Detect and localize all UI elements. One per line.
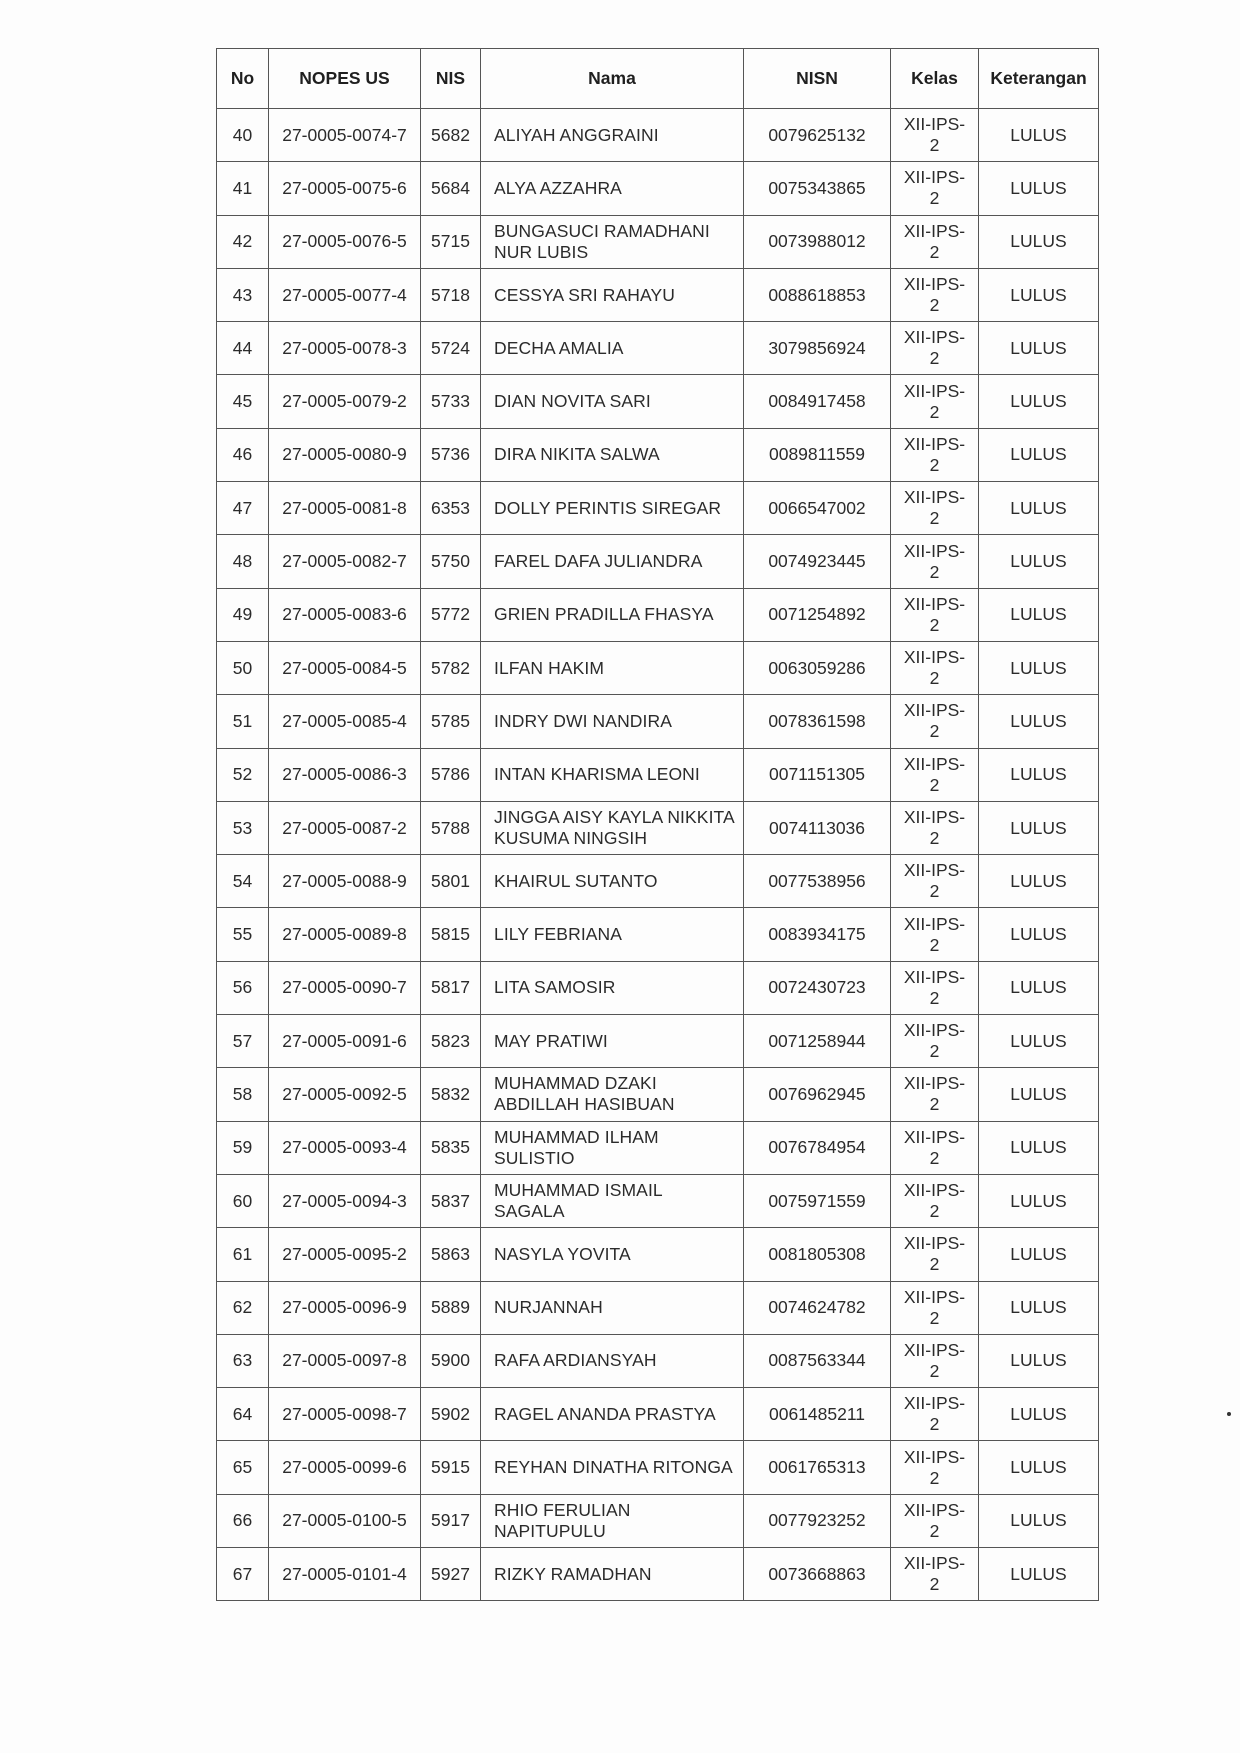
- header-keterangan: Keterangan: [979, 49, 1099, 109]
- cell-nama: RIZKY RAMADHAN: [481, 1548, 744, 1601]
- cell-nopes: 27-0005-0100-5: [269, 1494, 421, 1547]
- kelas-line-2: 2: [929, 1147, 940, 1168]
- cell-keterangan: LULUS: [979, 428, 1099, 481]
- kelas-line-1: XII-IPS-: [903, 593, 966, 614]
- cell-nis: 5772: [421, 588, 481, 641]
- cell-nis: 5837: [421, 1174, 481, 1227]
- header-no: No: [217, 49, 269, 109]
- cell-nisn: 0075971559: [744, 1174, 891, 1227]
- cell-kelas: [891, 322, 979, 375]
- cell-nopes: 27-0005-0078-3: [269, 322, 421, 375]
- kelas-line-1: XII-IPS-: [903, 1020, 966, 1041]
- table-row: [217, 482, 1099, 535]
- graduation-table: [216, 48, 1099, 1601]
- cell-nisn: 0077923252: [744, 1494, 891, 1547]
- table-row: [217, 1281, 1099, 1334]
- cell-nama: CESSYA SRI RAHAYU: [481, 268, 744, 321]
- cell-no: 46: [217, 428, 269, 481]
- table-row: [217, 162, 1099, 215]
- cell-keterangan: LULUS: [979, 641, 1099, 694]
- cell-nama: ILFAN HAKIM: [481, 641, 744, 694]
- cell-no: 48: [217, 535, 269, 588]
- cell-nisn: 0079625132: [744, 109, 891, 162]
- kelas-line-2: 2: [929, 1094, 940, 1115]
- cell-nopes: 27-0005-0097-8: [269, 1334, 421, 1387]
- cell-nisn: 0063059286: [744, 641, 891, 694]
- cell-nis: 5736: [421, 428, 481, 481]
- cell-nama: JINGGA AISY KAYLA NIKKITA KUSUMA NINGSIH: [481, 801, 744, 854]
- kelas-line-2: 2: [929, 135, 940, 156]
- cell-no: 65: [217, 1441, 269, 1494]
- cell-nisn: 0081805308: [744, 1228, 891, 1281]
- cell-no: 53: [217, 801, 269, 854]
- cell-kelas: [891, 268, 979, 321]
- kelas-line-1: XII-IPS-: [903, 647, 966, 668]
- cell-no: 63: [217, 1334, 269, 1387]
- cell-keterangan: LULUS: [979, 1334, 1099, 1387]
- cell-nama: RHIO FERULIAN NAPITUPULU: [481, 1494, 744, 1547]
- table-row: [217, 375, 1099, 428]
- table-row: [217, 641, 1099, 694]
- cell-kelas: [891, 588, 979, 641]
- cell-nama: INTAN KHARISMA LEONI: [481, 748, 744, 801]
- kelas-line-1: XII-IPS-: [903, 1073, 966, 1094]
- table-row: [217, 961, 1099, 1014]
- cell-no: 59: [217, 1121, 269, 1174]
- header-kelas: Kelas: [891, 49, 979, 109]
- cell-nama: ALYA AZZAHRA: [481, 162, 744, 215]
- cell-nisn: 0066547002: [744, 482, 891, 535]
- cell-nama: ALIYAH ANGGRAINI: [481, 109, 744, 162]
- cell-nama: REYHAN DINATHA RITONGA: [481, 1441, 744, 1494]
- table-header-row: [217, 49, 1099, 109]
- cell-no: 57: [217, 1015, 269, 1068]
- cell-nopes: 27-0005-0079-2: [269, 375, 421, 428]
- cell-nis: 5863: [421, 1228, 481, 1281]
- kelas-line-2: 2: [929, 241, 940, 262]
- kelas-line-1: XII-IPS-: [903, 433, 966, 454]
- cell-nis: 5750: [421, 535, 481, 588]
- cell-kelas: [891, 1334, 979, 1387]
- cell-keterangan: LULUS: [979, 109, 1099, 162]
- cell-keterangan: LULUS: [979, 1494, 1099, 1547]
- kelas-line-1: XII-IPS-: [903, 966, 966, 987]
- cell-nis: 5835: [421, 1121, 481, 1174]
- cell-nis: 6353: [421, 482, 481, 535]
- cell-nopes: 27-0005-0075-6: [269, 162, 421, 215]
- cell-kelas: [891, 109, 979, 162]
- cell-nis: 5715: [421, 215, 481, 268]
- cell-nama: BUNGASUCI RAMADHANI NUR LUBIS: [481, 215, 744, 268]
- kelas-line-2: 2: [929, 1307, 940, 1328]
- cell-nama: LILY FEBRIANA: [481, 908, 744, 961]
- kelas-line-2: 2: [929, 1041, 940, 1062]
- cell-kelas: [891, 1494, 979, 1547]
- cell-no: 55: [217, 908, 269, 961]
- cell-nopes: 27-0005-0099-6: [269, 1441, 421, 1494]
- cell-nopes: 27-0005-0077-4: [269, 268, 421, 321]
- cell-nisn: 0074113036: [744, 801, 891, 854]
- cell-keterangan: LULUS: [979, 375, 1099, 428]
- cell-kelas: [891, 375, 979, 428]
- cell-no: 51: [217, 695, 269, 748]
- cell-no: 67: [217, 1548, 269, 1601]
- cell-keterangan: LULUS: [979, 1281, 1099, 1334]
- kelas-line-1: XII-IPS-: [903, 1286, 966, 1307]
- cell-nopes: 27-0005-0086-3: [269, 748, 421, 801]
- cell-nis: 5733: [421, 375, 481, 428]
- cell-keterangan: LULUS: [979, 1068, 1099, 1121]
- cell-nopes: 27-0005-0098-7: [269, 1388, 421, 1441]
- kelas-line-2: 2: [929, 614, 940, 635]
- kelas-line-1: XII-IPS-: [903, 114, 966, 135]
- cell-kelas: [891, 1281, 979, 1334]
- cell-kelas: [891, 1388, 979, 1441]
- table-row: [217, 1068, 1099, 1121]
- cell-nopes: 27-0005-0093-4: [269, 1121, 421, 1174]
- cell-kelas: [891, 428, 979, 481]
- cell-nama: FAREL DAFA JULIANDRA: [481, 535, 744, 588]
- cell-nisn: 0077538956: [744, 855, 891, 908]
- cell-nisn: 0088618853: [744, 268, 891, 321]
- cell-nopes: 27-0005-0095-2: [269, 1228, 421, 1281]
- cell-keterangan: LULUS: [979, 855, 1099, 908]
- cell-kelas: [891, 855, 979, 908]
- kelas-line-2: 2: [929, 348, 940, 369]
- cell-kelas: [891, 162, 979, 215]
- cell-nis: 5832: [421, 1068, 481, 1121]
- cell-no: 56: [217, 961, 269, 1014]
- cell-kelas: [891, 801, 979, 854]
- cell-nis: 5786: [421, 748, 481, 801]
- cell-nama: NASYLA YOVITA: [481, 1228, 744, 1281]
- cell-nama: MAY PRATIWI: [481, 1015, 744, 1068]
- kelas-line-2: 2: [929, 774, 940, 795]
- cell-nis: 5684: [421, 162, 481, 215]
- cell-nama: DIAN NOVITA SARI: [481, 375, 744, 428]
- cell-nisn: 0072430723: [744, 961, 891, 1014]
- table-row: [217, 801, 1099, 854]
- cell-keterangan: LULUS: [979, 908, 1099, 961]
- table-row: [217, 588, 1099, 641]
- kelas-line-1: XII-IPS-: [903, 487, 966, 508]
- cell-nopes: 27-0005-0088-9: [269, 855, 421, 908]
- cell-nisn: 0076962945: [744, 1068, 891, 1121]
- kelas-line-2: 2: [929, 987, 940, 1008]
- cell-nisn: 0075343865: [744, 162, 891, 215]
- cell-nama: LITA SAMOSIR: [481, 961, 744, 1014]
- cell-nopes: 27-0005-0089-8: [269, 908, 421, 961]
- cell-kelas: [891, 482, 979, 535]
- kelas-line-1: XII-IPS-: [903, 1233, 966, 1254]
- kelas-line-2: 2: [929, 1254, 940, 1275]
- kelas-line-1: XII-IPS-: [903, 540, 966, 561]
- cell-nopes: 27-0005-0091-6: [269, 1015, 421, 1068]
- cell-nopes: 27-0005-0087-2: [269, 801, 421, 854]
- kelas-line-1: XII-IPS-: [903, 1126, 966, 1147]
- cell-nisn: 3079856924: [744, 322, 891, 375]
- header-nopes: NOPES US: [269, 49, 421, 109]
- kelas-line-2: 2: [929, 934, 940, 955]
- cell-nopes: 27-0005-0101-4: [269, 1548, 421, 1601]
- cell-nis: 5815: [421, 908, 481, 961]
- cell-no: 42: [217, 215, 269, 268]
- kelas-line-2: 2: [929, 454, 940, 475]
- cell-nisn: 0087563344: [744, 1334, 891, 1387]
- kelas-line-1: XII-IPS-: [903, 220, 966, 241]
- kelas-line-2: 2: [929, 668, 940, 689]
- cell-nis: 5785: [421, 695, 481, 748]
- cell-keterangan: LULUS: [979, 1174, 1099, 1227]
- cell-nama: MUHAMMAD ISMAIL SAGALA: [481, 1174, 744, 1227]
- cell-nopes: 27-0005-0096-9: [269, 1281, 421, 1334]
- cell-nopes: 27-0005-0081-8: [269, 482, 421, 535]
- cell-kelas: [891, 961, 979, 1014]
- header-nisn: NISN: [744, 49, 891, 109]
- cell-nopes: 27-0005-0094-3: [269, 1174, 421, 1227]
- kelas-line-1: XII-IPS-: [903, 700, 966, 721]
- cell-no: 61: [217, 1228, 269, 1281]
- cell-no: 66: [217, 1494, 269, 1547]
- cell-kelas: [891, 1228, 979, 1281]
- kelas-line-2: 2: [929, 721, 940, 742]
- kelas-line-1: XII-IPS-: [903, 380, 966, 401]
- cell-no: 43: [217, 268, 269, 321]
- cell-keterangan: LULUS: [979, 215, 1099, 268]
- cell-keterangan: LULUS: [979, 588, 1099, 641]
- kelas-line-1: XII-IPS-: [903, 1446, 966, 1467]
- cell-kelas: [891, 748, 979, 801]
- cell-nama: NURJANNAH: [481, 1281, 744, 1334]
- kelas-line-1: XII-IPS-: [903, 860, 966, 881]
- cell-nis: 5927: [421, 1548, 481, 1601]
- cell-nisn: 0061765313: [744, 1441, 891, 1494]
- scan-speck: [1227, 1412, 1231, 1416]
- cell-no: 52: [217, 748, 269, 801]
- kelas-line-1: XII-IPS-: [903, 1499, 966, 1520]
- cell-nopes: 27-0005-0080-9: [269, 428, 421, 481]
- cell-no: 44: [217, 322, 269, 375]
- kelas-line-2: 2: [929, 1414, 940, 1435]
- cell-nis: 5902: [421, 1388, 481, 1441]
- cell-nis: 5724: [421, 322, 481, 375]
- cell-nis: 5900: [421, 1334, 481, 1387]
- cell-no: 45: [217, 375, 269, 428]
- table-row: [217, 1334, 1099, 1387]
- kelas-line-2: 2: [929, 1467, 940, 1488]
- kelas-line-1: XII-IPS-: [903, 327, 966, 348]
- cell-nisn: 0061485211: [744, 1388, 891, 1441]
- kelas-line-2: 2: [929, 1574, 940, 1595]
- cell-nama: MUHAMMAD DZAKI ABDILLAH HASIBUAN: [481, 1068, 744, 1121]
- table-row: [217, 428, 1099, 481]
- kelas-line-2: 2: [929, 295, 940, 316]
- kelas-line-2: 2: [929, 828, 940, 848]
- cell-nisn: 0076784954: [744, 1121, 891, 1174]
- cell-nama: INDRY DWI NANDIRA: [481, 695, 744, 748]
- table-row: [217, 855, 1099, 908]
- cell-nisn: 0071151305: [744, 748, 891, 801]
- header-nis: NIS: [421, 49, 481, 109]
- cell-kelas: [891, 1174, 979, 1227]
- cell-nis: 5682: [421, 109, 481, 162]
- cell-nis: 5917: [421, 1494, 481, 1547]
- table-row: [217, 1015, 1099, 1068]
- kelas-line-2: 2: [929, 401, 940, 422]
- cell-keterangan: LULUS: [979, 322, 1099, 375]
- cell-nopes: 27-0005-0084-5: [269, 641, 421, 694]
- table-row: [217, 1388, 1099, 1441]
- kelas-line-2: 2: [929, 561, 940, 582]
- cell-no: 64: [217, 1388, 269, 1441]
- table-row: [217, 1228, 1099, 1281]
- cell-keterangan: LULUS: [979, 1388, 1099, 1441]
- cell-keterangan: LULUS: [979, 1548, 1099, 1601]
- cell-nama: RAFA ARDIANSYAH: [481, 1334, 744, 1387]
- table-row: [217, 215, 1099, 268]
- cell-kelas: [891, 1548, 979, 1601]
- kelas-line-2: 2: [929, 1520, 940, 1541]
- cell-keterangan: LULUS: [979, 268, 1099, 321]
- kelas-line-2: 2: [929, 508, 940, 529]
- cell-no: 60: [217, 1174, 269, 1227]
- kelas-line-1: XII-IPS-: [903, 1393, 966, 1414]
- table-row: [217, 1174, 1099, 1227]
- table-row: [217, 1121, 1099, 1174]
- cell-no: 47: [217, 482, 269, 535]
- cell-nisn: 0084917458: [744, 375, 891, 428]
- kelas-line-1: XII-IPS-: [903, 913, 966, 934]
- kelas-line-1: XII-IPS-: [903, 1339, 966, 1360]
- cell-keterangan: LULUS: [979, 695, 1099, 748]
- cell-nama: RAGEL ANANDA PRASTYA: [481, 1388, 744, 1441]
- table-row: [217, 1494, 1099, 1547]
- kelas-line-2: 2: [929, 881, 940, 902]
- cell-nama: KHAIRUL SUTANTO: [481, 855, 744, 908]
- cell-nama: DECHA AMALIA: [481, 322, 744, 375]
- cell-nisn: 0071254892: [744, 588, 891, 641]
- cell-kelas: [891, 1068, 979, 1121]
- cell-kelas: [891, 695, 979, 748]
- kelas-line-1: XII-IPS-: [903, 753, 966, 774]
- cell-kelas: [891, 908, 979, 961]
- cell-nis: 5788: [421, 801, 481, 854]
- cell-kelas: [891, 215, 979, 268]
- cell-nopes: 27-0005-0085-4: [269, 695, 421, 748]
- cell-no: 41: [217, 162, 269, 215]
- cell-nis: 5817: [421, 961, 481, 1014]
- cell-nama: DOLLY PERINTIS SIREGAR: [481, 482, 744, 535]
- cell-nis: 5801: [421, 855, 481, 908]
- kelas-line-2: 2: [929, 1360, 940, 1381]
- kelas-line-1: XII-IPS-: [903, 167, 966, 188]
- table-row: [217, 322, 1099, 375]
- cell-nis: 5915: [421, 1441, 481, 1494]
- cell-nama: MUHAMMAD ILHAM SULISTIO: [481, 1121, 744, 1174]
- cell-no: 49: [217, 588, 269, 641]
- cell-keterangan: LULUS: [979, 1121, 1099, 1174]
- cell-kelas: [891, 1441, 979, 1494]
- cell-keterangan: LULUS: [979, 961, 1099, 1014]
- cell-keterangan: LULUS: [979, 748, 1099, 801]
- cell-no: 62: [217, 1281, 269, 1334]
- cell-keterangan: LULUS: [979, 482, 1099, 535]
- table-row: [217, 748, 1099, 801]
- table-row: [217, 535, 1099, 588]
- cell-nisn: 0074923445: [744, 535, 891, 588]
- cell-keterangan: LULUS: [979, 801, 1099, 854]
- table-row: [217, 109, 1099, 162]
- cell-nisn: 0078361598: [744, 695, 891, 748]
- table-body: [217, 109, 1099, 1601]
- table-row: [217, 908, 1099, 961]
- kelas-line-1: XII-IPS-: [903, 807, 966, 827]
- cell-nis: 5823: [421, 1015, 481, 1068]
- cell-nis: 5782: [421, 641, 481, 694]
- cell-keterangan: LULUS: [979, 1015, 1099, 1068]
- cell-nopes: 27-0005-0083-6: [269, 588, 421, 641]
- cell-nisn: 0083934175: [744, 908, 891, 961]
- cell-keterangan: LULUS: [979, 535, 1099, 588]
- kelas-line-2: 2: [929, 188, 940, 209]
- table-row: [217, 268, 1099, 321]
- cell-kelas: [891, 641, 979, 694]
- cell-no: 58: [217, 1068, 269, 1121]
- cell-no: 54: [217, 855, 269, 908]
- cell-kelas: [891, 1015, 979, 1068]
- table-row: [217, 1548, 1099, 1601]
- cell-nopes: 27-0005-0090-7: [269, 961, 421, 1014]
- kelas-line-1: XII-IPS-: [903, 274, 966, 295]
- cell-nisn: 0089811559: [744, 428, 891, 481]
- cell-nis: 5889: [421, 1281, 481, 1334]
- cell-keterangan: LULUS: [979, 1228, 1099, 1281]
- kelas-line-1: XII-IPS-: [903, 1553, 966, 1574]
- cell-keterangan: LULUS: [979, 1441, 1099, 1494]
- cell-kelas: [891, 535, 979, 588]
- cell-keterangan: LULUS: [979, 162, 1099, 215]
- cell-nama: GRIEN PRADILLA FHASYA: [481, 588, 744, 641]
- cell-nisn: 0074624782: [744, 1281, 891, 1334]
- cell-no: 40: [217, 109, 269, 162]
- cell-no: 50: [217, 641, 269, 694]
- table-row: [217, 1441, 1099, 1494]
- cell-nopes: 27-0005-0074-7: [269, 109, 421, 162]
- cell-nama: DIRA NIKITA SALWA: [481, 428, 744, 481]
- kelas-line-2: 2: [929, 1201, 940, 1222]
- cell-nisn: 0073668863: [744, 1548, 891, 1601]
- header-nama: Nama: [481, 49, 744, 109]
- kelas-line-1: XII-IPS-: [903, 1180, 966, 1201]
- cell-nis: 5718: [421, 268, 481, 321]
- table-row: [217, 695, 1099, 748]
- cell-nopes: 27-0005-0076-5: [269, 215, 421, 268]
- cell-nisn: 0071258944: [744, 1015, 891, 1068]
- cell-nopes: 27-0005-0082-7: [269, 535, 421, 588]
- cell-kelas: [891, 1121, 979, 1174]
- cell-nisn: 0073988012: [744, 215, 891, 268]
- cell-nopes: 27-0005-0092-5: [269, 1068, 421, 1121]
